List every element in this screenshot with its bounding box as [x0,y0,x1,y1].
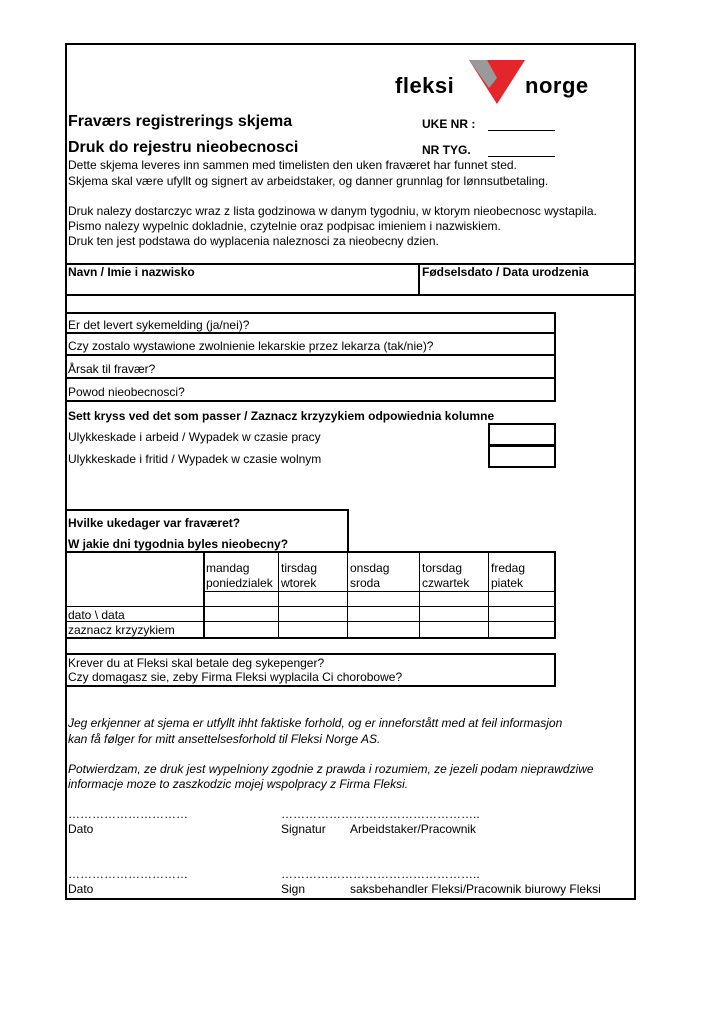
divider [347,551,348,639]
name-label: Navn / Imie i nazwisko [68,265,195,279]
logo-chevron-icon [465,58,531,106]
intro-no-line2: Skjema skal være ufyllt og signert av arbeidstaker, og danner grunnlag for lønnsutbetaling. [68,174,549,188]
declaration-pl-line2: informacje moze to zaszkodzic mojej wspolpracy z Firma Fleksi. [68,777,409,791]
sick-pay-question-no[interactable]: Krever du at Fleksi skal betale deg sykepenger? [68,656,325,670]
intro-no-line1: Dette skjema leveres inn sammen med timelisten den uken fraværet har funnet sted. [68,158,517,172]
week-number-label-pl: NR TYG. [422,143,471,157]
date-dots-1[interactable]: ………………………… [68,807,188,821]
date-label-1: Dato [68,822,94,836]
accident-free-checkbox[interactable] [488,445,556,468]
divider [488,551,489,639]
signature-label-2: Sign [281,882,306,896]
divider [66,606,555,607]
accident-work-label: Ulykkeskade i arbeid / Wypadek w czasie pracy [68,430,321,444]
sick-note-question-no[interactable]: Er det levert sykemelding (ja/nei)? [68,318,250,332]
signature-dots-1[interactable]: ………………………………………….. [281,807,480,821]
declaration-no-line2: kan få følger for mitt ansettelsesforhold til Fleksi Norge AS. [68,732,381,746]
declaration-pl-line1: Potwierdzam, ze druk jest wypelniony zgodnie z prawda i rozumiem, ze jezeli podam nieprawdziwe [68,762,594,776]
date-dots-2[interactable]: ………………………… [68,867,188,881]
date-label-2: Dato [68,882,94,896]
day-friday-pl: piatek [491,576,524,590]
divider [65,294,636,296]
day-monday-no: mandag [206,561,250,575]
title-norwegian: Fraværs registrerings skjema [68,113,293,130]
weekday-question-no: Hvilke ukedager var fraværet? [68,516,241,530]
row-date-label: dato \ data [68,608,125,622]
birth-date-label: Fødselsdato / Data urodzenia [422,265,589,279]
row-mark-label: zaznacz krzyzykiem [68,623,175,637]
divider [418,263,420,296]
divider [65,332,556,334]
caseworker-role-label: saksbehandler Fleksi/Pracownik biurowy Fleksi [350,882,601,896]
day-monday-pl: poniedzialek [206,576,273,590]
intro-pl-line2: Pismo nalezy wypelnic dokladnie, czytelnie oraz podpisac imieniem i nazwiskiem. [68,219,501,233]
declaration-no-line1: Jeg erkjenner at sjema er utfyllt ihht faktiske forhold, og er inneforstått med at feil informasjon [68,716,563,730]
title-polish: Druk do rejestru nieobecnosci [68,139,299,156]
day-wednesday-no: onsdag [350,561,390,575]
reason-question-pl[interactable]: Powod nieobecnosci? [68,385,185,399]
intro-pl-line3: Druk ten jest podstawa do wyplacenia naleznosci za nieobecny dzien. [68,234,439,248]
weekday-question-pl: W jakie dni tygodnia byles nieobecny? [68,537,289,551]
fleksi-norge-logo [395,58,605,106]
intro-pl-line1: Druk nalezy dostarczyc wraz z lista godzinowa w danym tygodniu, w ktorym nieobecnosc wystapila. [68,204,597,218]
signature-label-1: Signatur [281,822,326,836]
signature-dots-2[interactable]: ………………………………………….. [281,867,480,881]
logo-text-norge: norge [525,73,589,98]
sick-note-question-pl[interactable]: Czy zostalo wystawione zwolnienie lekarskie przez lekarza (tak/nie)? [68,339,434,353]
logo-text-fleksi: fleksi [395,73,455,98]
sick-pay-question-pl[interactable]: Czy domagasz sie, zeby Firma Fleksi wyplacila Ci chorobowe? [68,670,403,684]
divider [278,551,279,639]
employee-role-label: Arbeidstaker/Pracownik [350,822,477,836]
divider [66,621,555,622]
week-number-label: UKE NR : [422,117,476,131]
week-number-field-pl[interactable] [488,156,555,157]
divider [65,354,556,356]
day-wednesday-pl: sroda [350,576,381,590]
birth-date-field[interactable] [421,280,634,294]
cross-instruction: Sett kryss ved det som passer / Zaznacz krzyzykiem odpowiednia kolumne [68,409,495,423]
day-tuesday-no: tirsdag [281,561,318,575]
accident-free-label: Ulykkeskade i fritid / Wypadek w czasie wolnym [68,452,322,466]
divider [203,591,555,592]
reason-question-no[interactable]: Årsak til fravær? [68,362,156,376]
day-thursday-no: torsdag [422,561,463,575]
divider [203,551,205,639]
divider [65,377,556,379]
day-tuesday-pl: wtorek [281,576,317,590]
day-friday-no: fredag [491,561,526,575]
divider [419,551,420,639]
accident-work-checkbox[interactable] [488,423,556,446]
name-field[interactable] [66,280,416,294]
week-number-field[interactable] [488,130,555,131]
day-thursday-pl: czwartek [422,576,470,590]
